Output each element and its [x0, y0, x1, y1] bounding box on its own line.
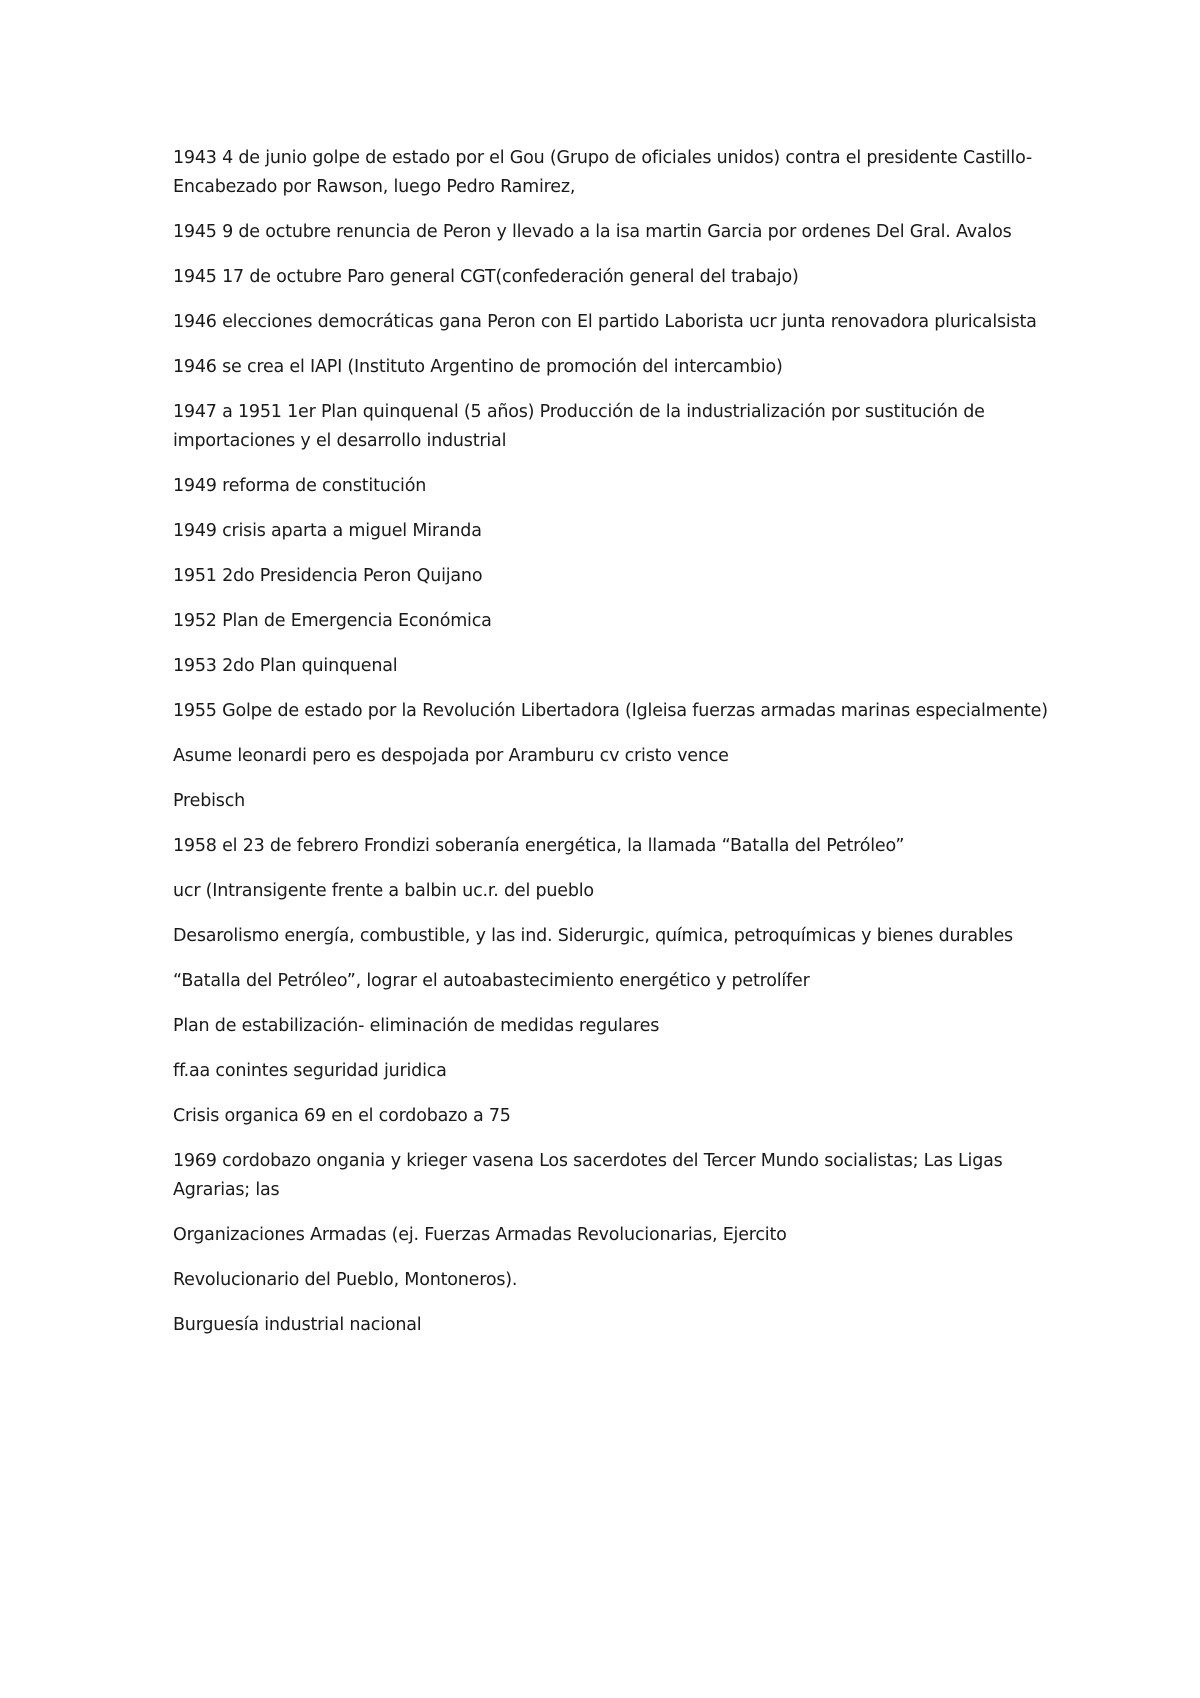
paragraph: ff.aa conintes seguridad juridica	[173, 1061, 447, 1081]
paragraph: Revolucionario del Pueblo, Montoneros).	[173, 1270, 518, 1290]
paragraph: 1945 17 de octubre Paro general CGT(confederación general del trabajo)	[173, 267, 799, 287]
paragraph: “Batalla del Petróleo”, lograr el autoabastecimiento energético y petrolífer	[173, 971, 810, 991]
paragraph: 1946 se crea el IAPI (Instituto Argentino de promoción del intercambio)	[173, 357, 783, 377]
paragraph: 1953 2do Plan quinquenal	[173, 656, 398, 676]
paragraph: 1951 2do Presidencia Peron Quijano	[173, 566, 483, 586]
paragraph: Prebisch	[173, 791, 246, 811]
paragraph: 1969 cordobazo ongania y krieger vasena Los sacerdotes del Tercer Mundo socialistas; Las Ligas Agrarias; las	[173, 1151, 1003, 1200]
document-body	[173, 144, 1053, 1356]
paragraph: Burguesía industrial nacional	[173, 1315, 422, 1335]
paragraph: 1952 Plan de Emergencia Económica	[173, 611, 492, 631]
paragraph: 1943 4 de junio golpe de estado por el Gou (Grupo de oficiales unidos) contra el presidente Castillo- Encabezado por Rawson, luego Pedro Ramirez,	[173, 148, 1033, 197]
paragraph: Crisis organica 69 en el cordobazo a 75	[173, 1106, 511, 1126]
paragraph: 1947 a 1951 1er Plan quinquenal (5 años) Producción de la industrialización por sustitución de importaciones y el desarrollo industrial	[173, 402, 985, 451]
paragraph: 1949 reforma de constitución	[173, 476, 427, 496]
paragraph: 1955 Golpe de estado por la Revolución Libertadora (Igleisa fuerzas armadas marinas especialmente)	[173, 701, 1048, 721]
paragraph: Desarolismo energía, combustible, y las ind. Siderurgic, química, petroquímicas y bienes durables	[173, 926, 1013, 946]
paragraph: 1949 crisis aparta a miguel Miranda	[173, 521, 482, 541]
paragraph: 1945 9 de octubre renuncia de Peron y llevado a la isa martin Garcia por ordenes Del Gral. Avalos	[173, 222, 1012, 242]
paragraph: Plan de estabilización- eliminación de medidas regulares	[173, 1016, 660, 1036]
paragraph: 1958 el 23 de febrero Frondizi soberanía energética, la llamada “Batalla del Petróleo”	[173, 836, 905, 856]
paragraph: Organizaciones Armadas (ej. Fuerzas Armadas Revolucionarias, Ejercito	[173, 1225, 787, 1245]
paragraph: ucr (Intransigente frente a balbin uc.r. del pueblo	[173, 881, 594, 901]
paragraph: 1946 elecciones democráticas gana Peron con El partido Laborista ucr junta renovadora pluricalsista	[173, 312, 1037, 332]
paragraph: Asume leonardi pero es despojada por Aramburu cv cristo vence	[173, 746, 729, 766]
